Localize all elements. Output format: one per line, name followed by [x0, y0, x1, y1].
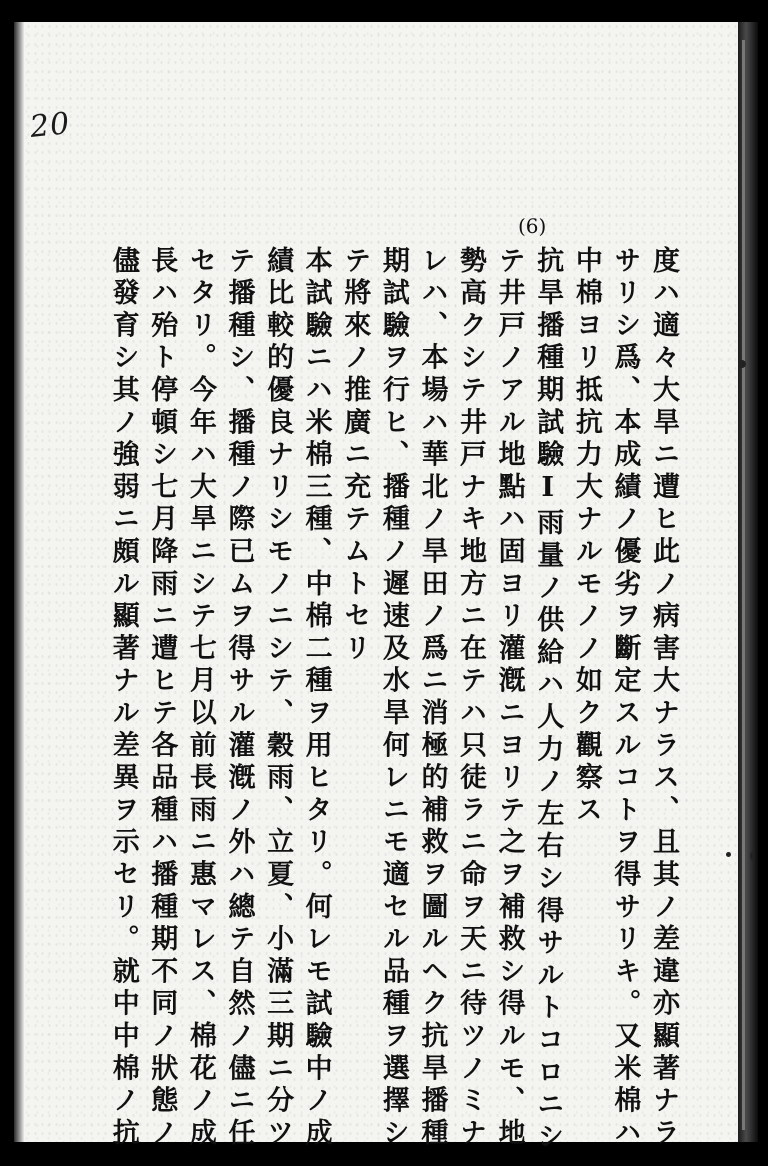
text-column: 績比較的優良ナリシモノニシテ、穀雨、立夏、小滿三期ニ分ツ — [262, 246, 294, 1151]
binding-gutter — [14, 22, 24, 1142]
text-column: テ播種シ、播種ノ際已ムヲ得サル灌漑ノ外ハ總テ自然ノ儘ニ任 — [223, 246, 255, 1151]
text-column: 期試驗ヲ行ヒ、播種ノ遲速及水旱何レニモ適セル品種ヲ選擇シ — [377, 246, 409, 1151]
text-column: 度ハ適々大旱ニ遭ヒ此ノ病害大ナラス、且其ノ差違亦顯著ナラ — [648, 246, 679, 1151]
text-column: 儘發育シ其ノ強弱ニ頗ル顯著ナル差異ヲ示セリ。就中中棉ノ抗 — [107, 246, 139, 1151]
text-column: 長ハ殆ト停頓シ七月降雨ニ遭ヒテ各品種ハ播種期不同ノ狀態ノ — [146, 246, 178, 1151]
text-column: セタリ。今年ハ大旱ニシテ七月以前長雨ニ惠マレス、棉花ノ成 — [184, 246, 216, 1151]
page-edge-shadow — [738, 22, 758, 1142]
text-column: 勢高クシテ井戸ナキ地方ニ在テハ只徒ラニ命ヲ天ニ待ツノミナ — [455, 246, 487, 1151]
text-column: 中棉ヨリ抵抗力大ナルモノノ如ク觀察ス — [570, 246, 602, 828]
text-column: 本試驗ニハ米棉三種、中棉二種ヲ用ヒタリ。何レモ試驗中ノ成 — [300, 246, 332, 1151]
text-column: テ井戸ノアル地點ハ固ヨリ灌漑ニヨリテ之ヲ補救シ得ルモ、地 — [493, 246, 525, 1151]
text-column: テ將來ノ推廣ニ充テムトセリ — [339, 246, 371, 666]
text-column: レハ、本場ハ華北ノ旱田ノ爲ニ消極的補救ヲ圖ルヘク抗旱播種 — [416, 246, 448, 1151]
scan-speck — [738, 360, 746, 368]
vertical-text-body — [103, 246, 682, 1155]
text-column: 抗旱播種期試驗Ⅰ雨量ノ供給ハ人力ノ左右シ得サルトコロニシ — [532, 246, 564, 1155]
scan-speck — [726, 852, 731, 857]
handwritten-page-mark: 20 — [28, 105, 72, 146]
scan-speck — [750, 852, 754, 860]
page-number: (6) — [518, 214, 547, 238]
text-column: サリシ爲、本成績ノ優劣ヲ斷定スルコトヲ得サリキ。又米棉ハ — [609, 246, 641, 1151]
page-edge-line — [742, 40, 745, 1130]
